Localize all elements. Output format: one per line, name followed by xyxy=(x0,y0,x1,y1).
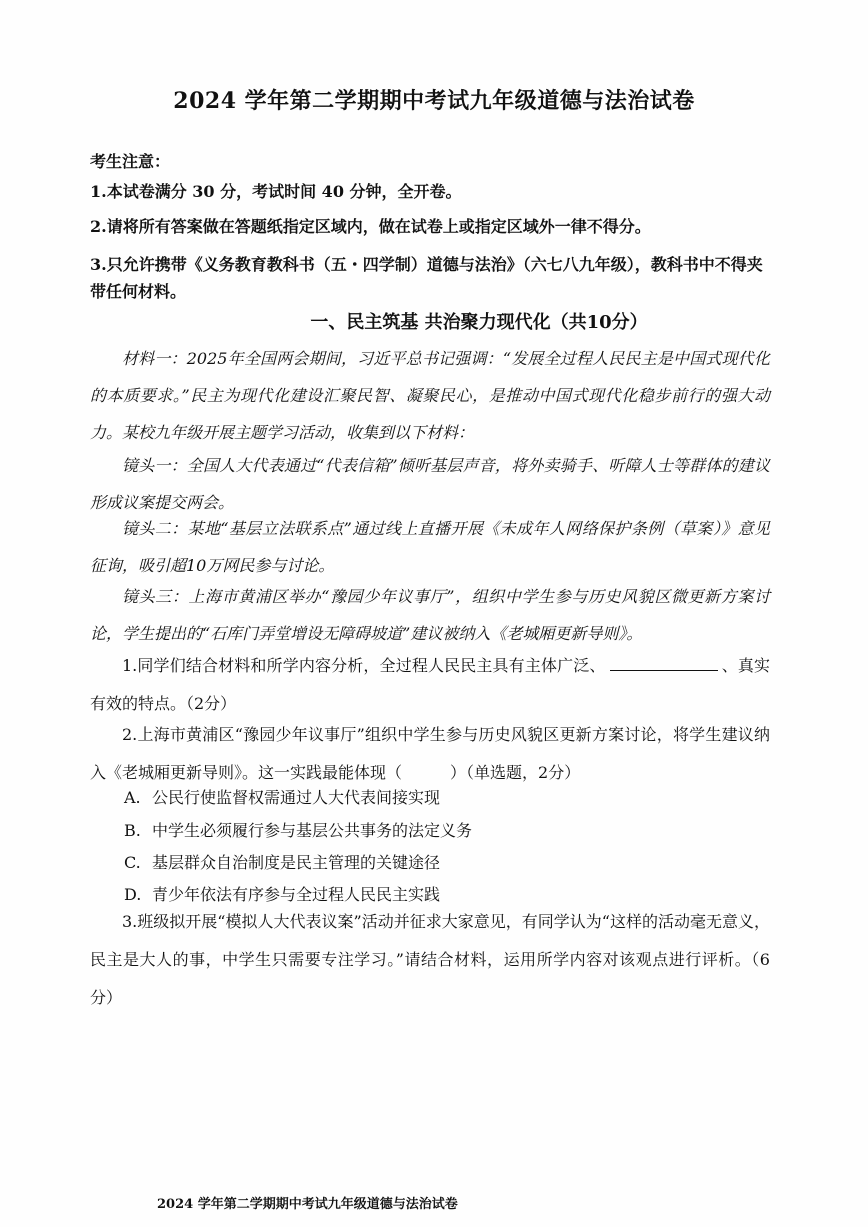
option-c[interactable] xyxy=(124,851,440,875)
option-letter: A. xyxy=(124,788,141,807)
question-1-text-before: 1.同学们结合材料和所学内容分析，全过程人民民主具有主体广泛、 xyxy=(122,656,606,675)
option-text: 基层群众自治制度是民主管理的关键途径 xyxy=(152,853,441,872)
section-title: 一、民主筑基 共治聚力现代化（共10分） xyxy=(310,312,648,333)
option-text: 青少年依法有序参与全过程人民民主实践 xyxy=(152,885,441,904)
question-2-text-after: ）（单选题，2分） xyxy=(450,763,581,782)
page-footer: 2024 学年第二学期期中考试九年级道德与法治试卷 xyxy=(157,1197,458,1212)
notice-heading: 考生注意： xyxy=(90,152,171,171)
notice-item-3: 3.只允许携带《义务教育教科书（五・四学制）道德与法治》（六七八九年级），教科书中不得夹带任何材料。 xyxy=(90,255,763,301)
answer-blank[interactable] xyxy=(610,652,718,671)
option-a[interactable] xyxy=(124,786,440,810)
notice-item-1: 1.本试卷满分 30 分，考试时间 40 分钟，全开卷。 xyxy=(90,182,462,201)
question-1 xyxy=(90,647,770,723)
question-1-text-after: 、真实有效的特点。（2分） xyxy=(90,656,770,713)
option-letter: C. xyxy=(124,853,141,872)
option-letter: B. xyxy=(124,821,141,840)
material-intro: 材料一：2025年全国两会期间，习近平总书记强调：“发展全过程人民民主是中国式现代化的本质要求。”民主为现代化建设汇聚民智、凝聚民心，是推动中国式现代化稳步前行的强大动力。某校九年级开展主题学习活动，收集到以下材料： xyxy=(90,349,770,442)
material-scene-2: 镜头二：某地“基层立法联系点”通过线上直播开展《未成年人网络保护条例（草案）》意见征询，吸引超10万网民参与讨论。 xyxy=(90,519,770,575)
material-scene-1: 镜头一：全国人大代表通过“代表信箱”倾听基层声音，将外卖骑手、听障人士等群体的建议形成议案提交两会。 xyxy=(90,456,770,512)
question-2 xyxy=(90,716,770,792)
question-3: 3.班级拟开展“模拟人大代表议案”活动并征求大家意见，有同学认为“这样的活动毫无意义，民主是大人的事，中学生只需要专注学习。”请结合材料，运用所学内容对该观点进行评析。（6分） xyxy=(90,912,770,1007)
option-text: 公民行使监督权需通过人大代表间接实现 xyxy=(152,788,441,807)
question-2-text-before: 2.上海市黄浦区“豫园少年议事厅”组织中学生参与历史风貌区更新方案讨论，将学生建议纳入《老城厢更新导则》。这一实践最能体现（ xyxy=(90,725,770,782)
option-b[interactable] xyxy=(124,819,472,843)
option-text: 中学生必须履行参与基层公共事务的法定义务 xyxy=(152,821,473,840)
notice-item-2: 2.请将所有答案做在答题纸指定区域内，做在试卷上或指定区域外一律不得分。 xyxy=(90,217,651,236)
exam-title: 2024 学年第二学期期中考试九年级道德与法治试卷 xyxy=(173,88,695,114)
material-scene-3: 镜头三：上海市黄浦区举办“豫园少年议事厅”，组织中学生参与历史风貌区微更新方案讨论，学生提出的“石库门弄堂增设无障碍坡道”建议被纳入《老城厢更新导则》。 xyxy=(90,587,770,643)
option-letter: D. xyxy=(124,885,142,904)
